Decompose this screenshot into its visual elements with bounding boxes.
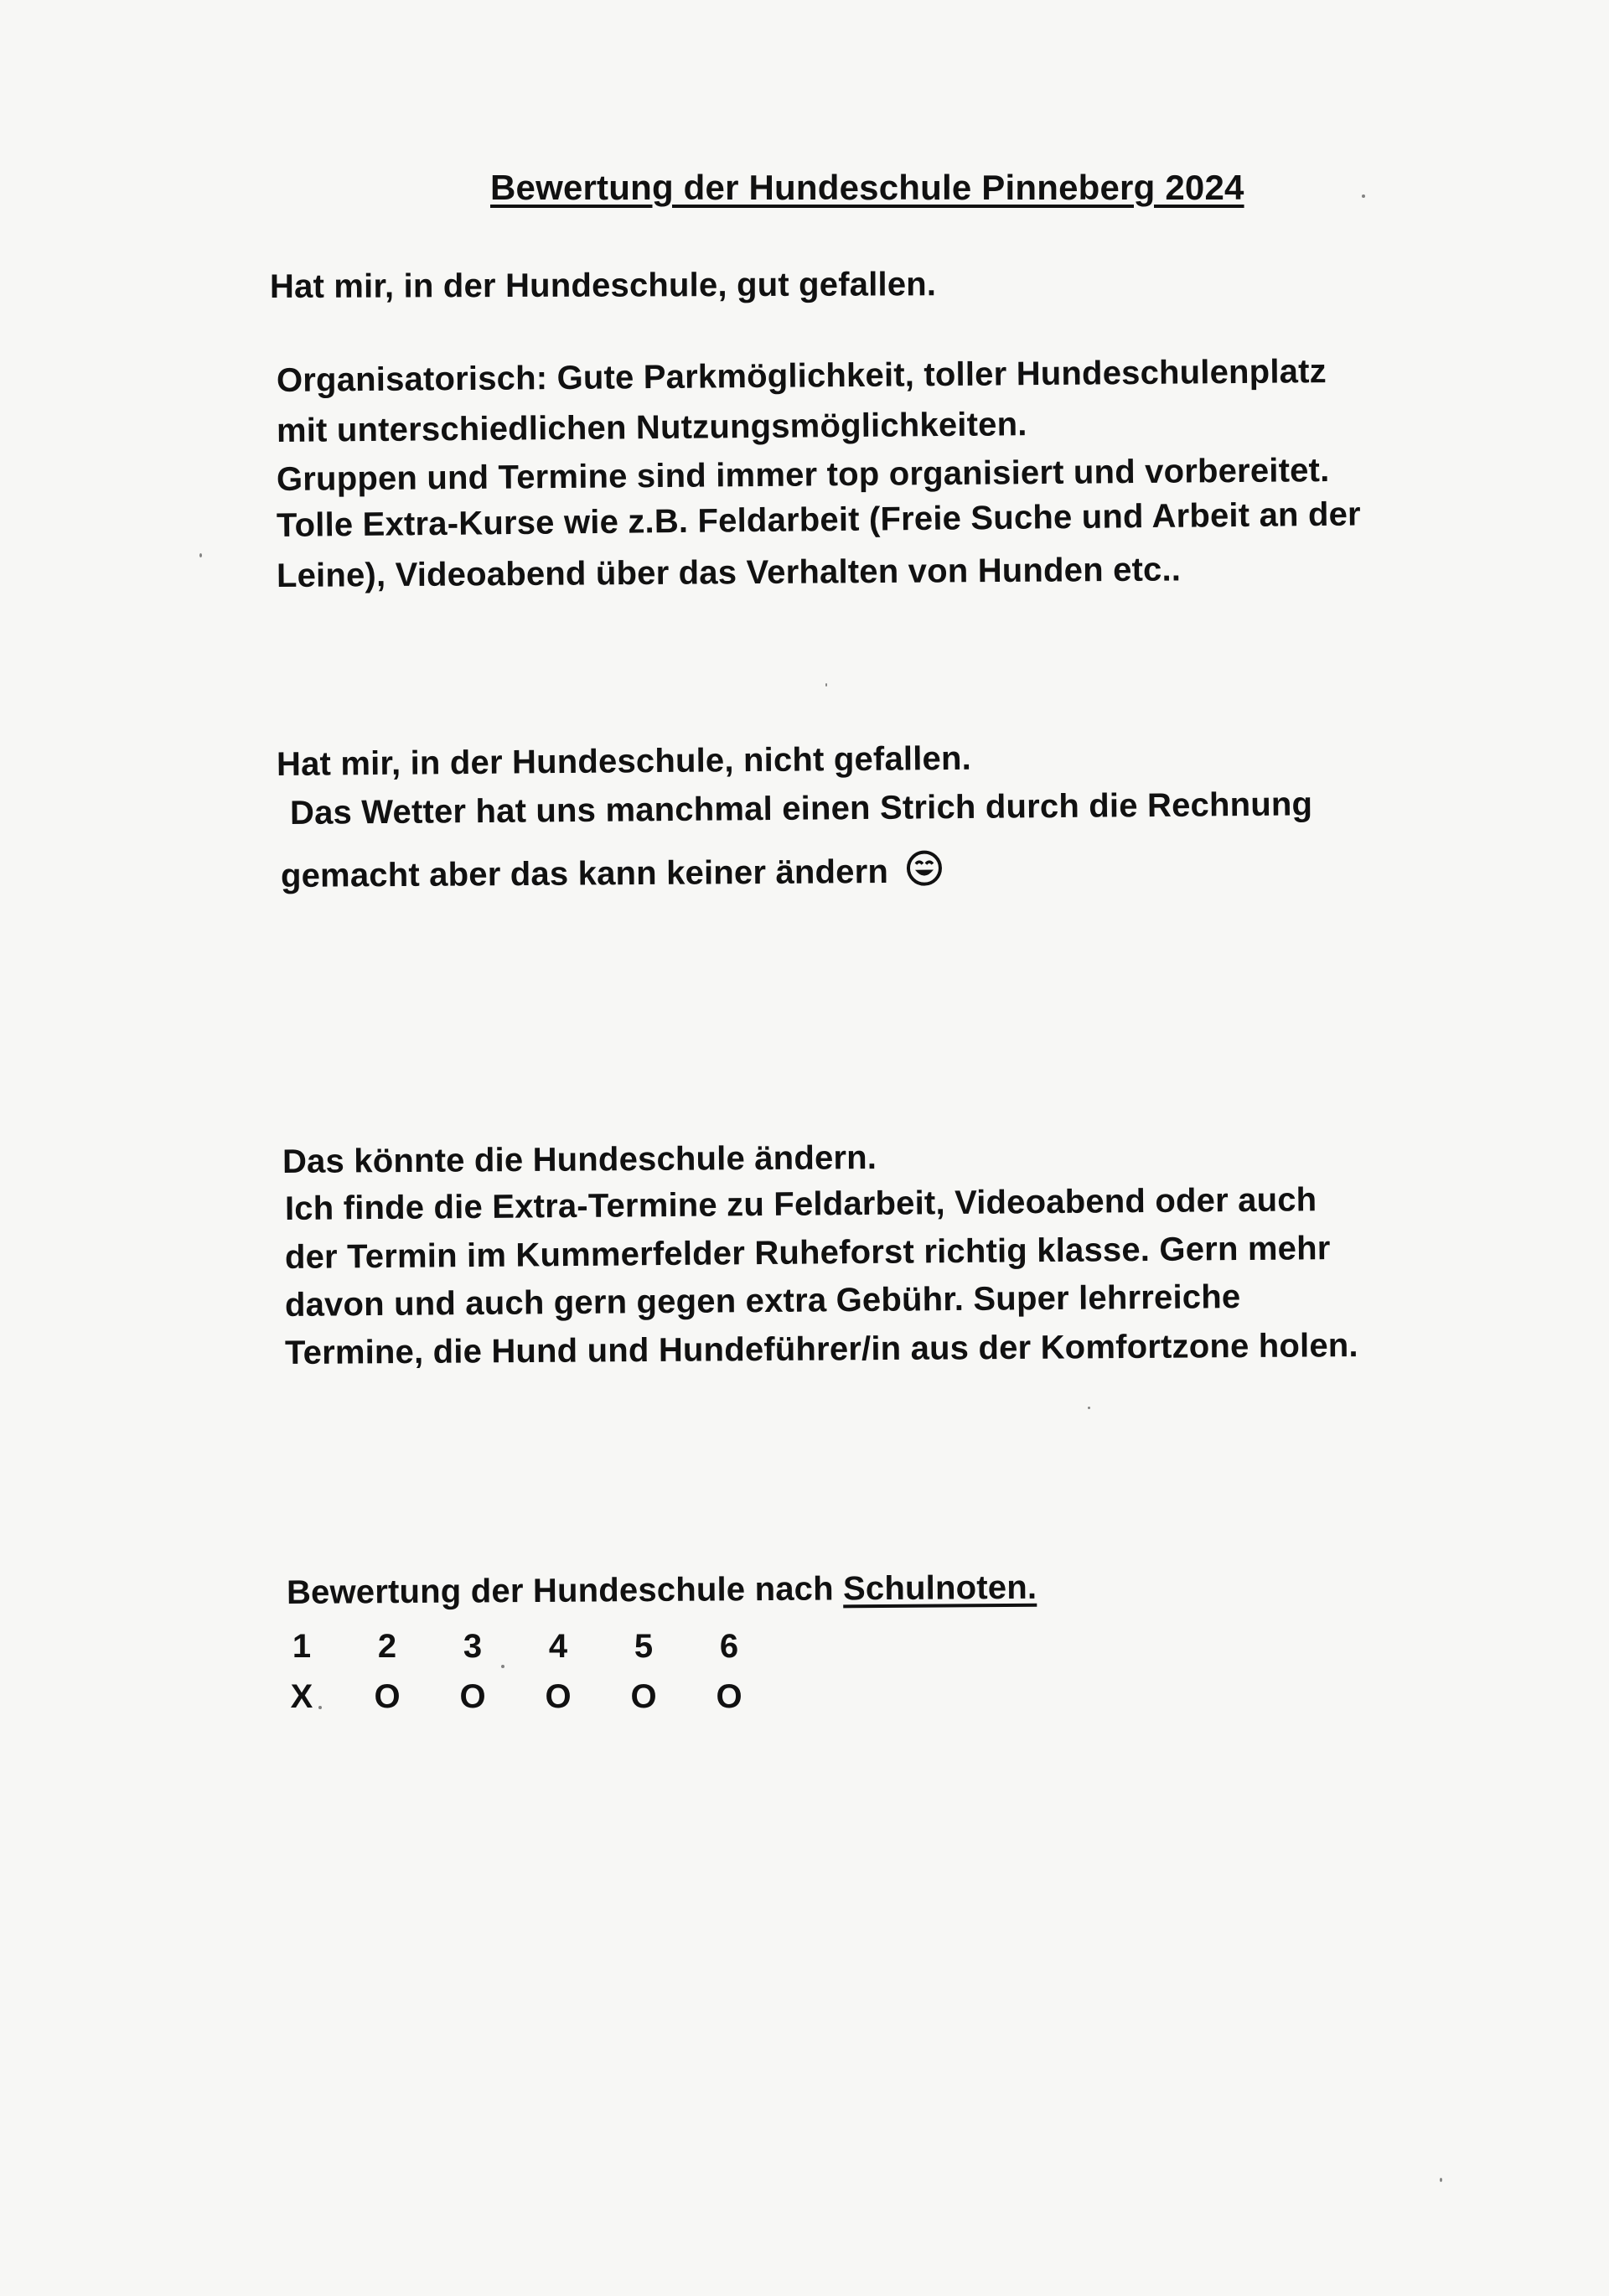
- grade-number: 5: [634, 1628, 654, 1665]
- section-change-heading: Das könnte die Hundeschule ändern.: [282, 1139, 877, 1180]
- section-change-line: davon und auch gern gegen extra Gebühr. Super lehrreiche: [284, 1278, 1241, 1324]
- section-liked-line: Leine), Videoabend über das Verhalten von Hunden etc..: [276, 551, 1182, 594]
- section-liked-line: mit unterschiedlichen Nutzungsmöglichkeiten.: [276, 406, 1027, 449]
- section-disliked-line: Das Wetter hat uns manchmal einen Strich durch die Rechnung: [289, 785, 1313, 832]
- grade-number: 3: [463, 1628, 483, 1665]
- scan-speck: [825, 683, 827, 687]
- grading-label-text: Bewertung der Hundeschule nach: [286, 1570, 834, 1611]
- grade-mark: O: [459, 1678, 486, 1715]
- section-liked-line: Gruppen und Termine sind immer top organisiert und vorbereitet.: [276, 452, 1330, 498]
- scan-speck: [318, 1706, 322, 1709]
- section-change-line: der Termin im Kummerfelder Ruheforst richtig klasse. Gern mehr: [284, 1230, 1331, 1276]
- grade-number: 4: [548, 1628, 568, 1665]
- grade-mark: O: [374, 1678, 401, 1715]
- grade-number: 1: [292, 1628, 312, 1665]
- section-disliked-line-text: gemacht aber das kann keiner ändern: [280, 853, 889, 894]
- grade-mark: O: [630, 1678, 657, 1715]
- document-title: Bewertung der Hundeschule Pinneberg 2024: [490, 168, 1244, 207]
- grade-mark-checked: X: [290, 1678, 313, 1715]
- scan-speck: [199, 553, 202, 557]
- smiley-face-icon: [905, 848, 944, 887]
- section-change-line: Ich finde die Extra-Termine zu Feldarbeit, Videoabend oder auch: [284, 1181, 1317, 1227]
- scan-speck: [1088, 1407, 1090, 1409]
- grade-mark: O: [545, 1678, 572, 1715]
- scan-speck: [1440, 2178, 1442, 2182]
- section-disliked-line: [281, 848, 944, 895]
- section-change-line: Termine, die Hund und Hundeführer/in aus der Komfortzone holen.: [284, 1327, 1358, 1371]
- section-liked-line: Organisatorisch: Gute Parkmöglichkeit, toller Hundeschulenplatz: [276, 353, 1327, 399]
- grade-number: 2: [377, 1628, 397, 1665]
- grade-mark: O: [716, 1678, 742, 1715]
- scan-speck: [1362, 194, 1365, 198]
- grading-label-underlined: Schulnoten.: [842, 1568, 1037, 1608]
- section-disliked-heading: Hat mir, in der Hundeschule, nicht gefallen.: [276, 739, 972, 783]
- section-liked-heading: Hat mir, in der Hundeschule, gut gefallen.: [269, 266, 937, 305]
- scan-speck: [501, 1665, 504, 1668]
- grade-number: 6: [719, 1628, 739, 1665]
- section-liked-line: Tolle Extra-Kurse wie z.B. Feldarbeit (Freie Suche und Arbeit an der: [276, 495, 1362, 544]
- grading-label: [287, 1569, 1037, 1612]
